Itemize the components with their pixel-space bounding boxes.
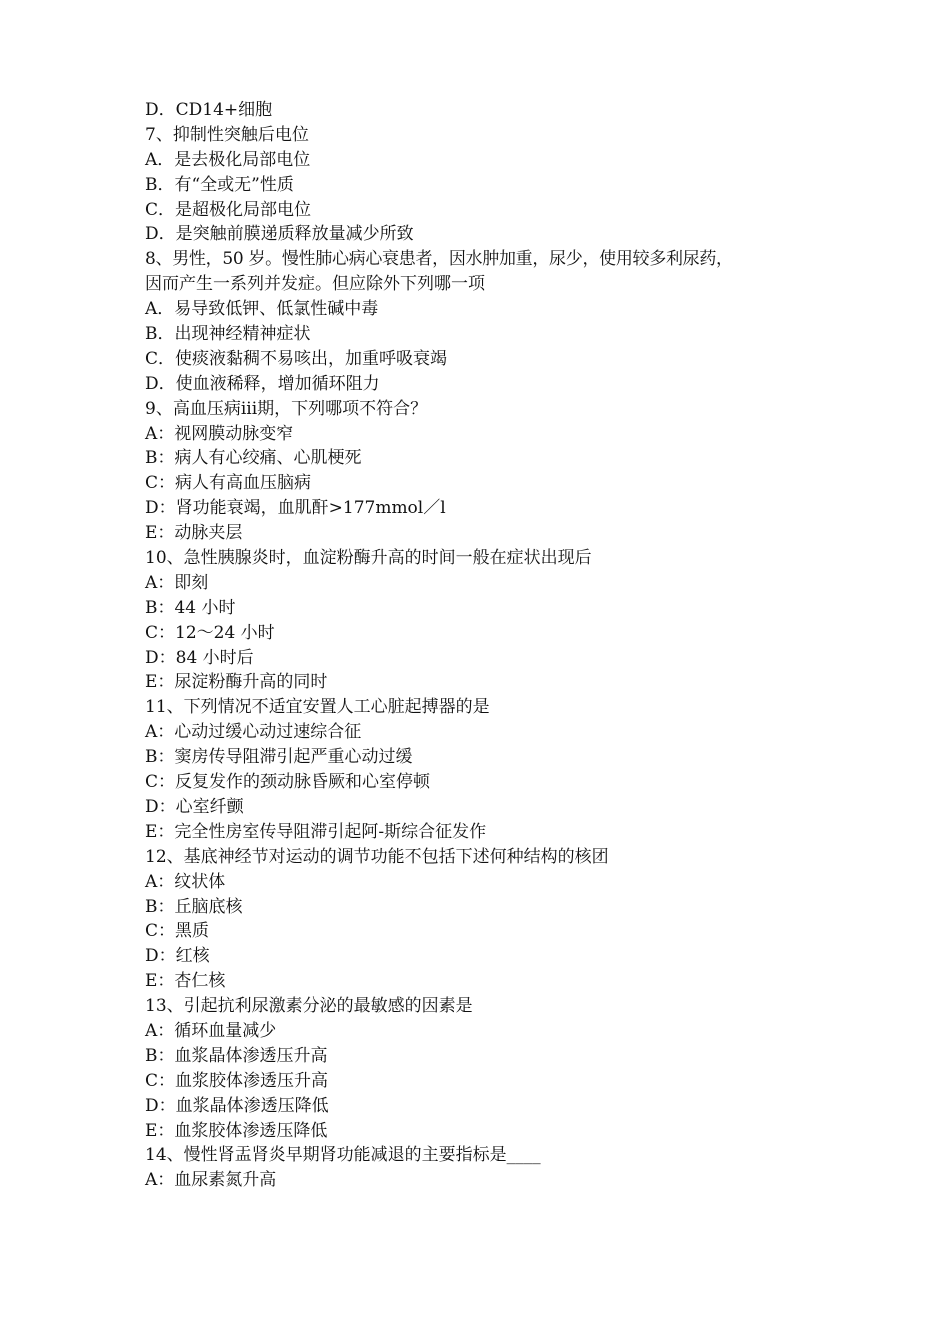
option-line: C．是超极化局部电位 [145,199,312,220]
option-line: D．使血液稀释，增加循环阻力 [145,373,380,394]
option-line: B：血浆晶体渗透压升高 [145,1045,328,1066]
option-line: A：心动过缓心动过速综合征 [145,722,362,743]
question-line: 11、下列情况不适宜安置人工心脏起搏器的是 [145,697,490,718]
option-line: A．易导致低钾、低氯性碱中毒 [145,299,379,320]
option-line: B：病人有心绞痛、心肌梗死 [145,448,362,469]
option-line: E：动脉夹层 [145,523,243,544]
question-line: 12、基底神经节对运动的调节功能不包括下述何种结构的核团 [145,846,609,867]
option-line: E：血浆胶体渗透压降低 [145,1120,328,1141]
option-line: C：病人有高血压脑病 [145,473,312,494]
document-page [145,98,825,1193]
question-line: 8、男性，50 岁。慢性肺心病心衰患者，因水肿加重，尿少，使用较多利尿药， [145,249,733,270]
option-line: D．是突触前膜递质释放量减少所致 [145,224,414,245]
option-line: B：丘脑底核 [145,896,243,917]
option-line: D：红核 [145,946,210,967]
question-line: 10、急性胰腺炎时，血淀粉酶升高的时间一般在症状出现后 [145,548,592,569]
option-line: C：血浆胶体渗透压升高 [145,1070,329,1091]
question-line: 14、慢性肾盂肾炎早期肾功能减退的主要指标是____ [145,1145,541,1166]
question-line: 7、抑制性突触后电位 [145,124,309,145]
option-line: A：血尿素氮升高 [145,1170,277,1191]
option-line: B．有“全或无”性质 [145,174,294,195]
option-line: A：视网膜动脉变窄 [145,423,294,444]
option-line: D：血浆晶体渗透压降低 [145,1095,329,1116]
question-line: 9、高血压病iii期，下列哪项不符合？ [145,398,428,419]
option-line: B：窦房传导阻滞引起严重心动过缓 [145,747,413,768]
option-line: A：循环血量减少 [145,1020,277,1041]
option-line: D：心室纤颤 [145,796,244,817]
option-line: E：杏仁核 [145,971,226,992]
option-line: D：84 小时后 [145,647,254,668]
option-line: B．出现神经精神症状 [145,324,311,345]
option-line: C：黑质 [145,921,210,942]
option-line: B：44 小时 [145,597,236,618]
option-line: D．CD14+细胞 [145,100,273,120]
option-line: C：反复发作的颈动脉昏厥和心室停顿 [145,772,431,793]
option-line: E：完全性房室传导阻滞引起阿-斯综合征发作 [145,821,487,842]
option-line: A．是去极化局部电位 [145,149,311,170]
option-line: A：即刻 [145,572,209,593]
question-line-continued: 因而产生一系列并发症。但应除外下列哪一项 [145,274,485,295]
option-line: D：肾功能衰竭，血肌酐>177mmol／l [145,498,446,519]
option-line: C：12～24 小时 [145,622,275,643]
option-line: C．使痰液黏稠不易咳出，加重呼吸衰竭 [145,348,448,369]
question-line: 13、引起抗利尿激素分泌的最敏感的因素是 [145,996,473,1017]
option-line: E：尿淀粉酶升高的同时 [145,672,328,693]
option-line: A：纹状体 [145,871,226,892]
